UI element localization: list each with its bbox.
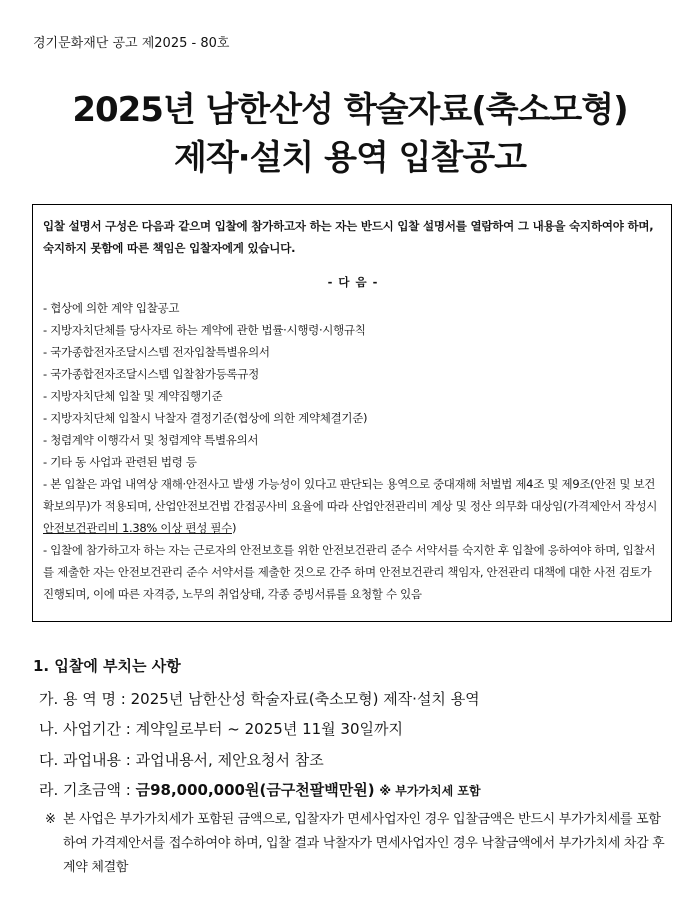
safety-required-budget: 안전보건관리비 1.38% 이상 편성 필수 [43, 521, 232, 535]
reference-mark-icon: ※ [45, 812, 56, 827]
list-item: - 국가종합전자조달시스템 전자입찰특별유의서 [43, 345, 270, 359]
service-name-label: 가. 용 역 명 : [39, 690, 126, 708]
section-heading: 1. 입찰에 부치는 사항 [33, 657, 181, 675]
list-item-safety-pledge: - 입찰에 참가하고자 하는 자는 근로자의 안전보호를 위한 안전보건관리 준수 서약서를 숙지한 후 입찰에 응하여야 하며, 입찰서를 제출한 자는 안전보건관리 준수 서약서를 제출한 것으로 간주 하며 안전보건관리 책임자, 안전관리 대책에 대한 사전 검토가 진행되며, 이에 따른 자격증, 노무의 취업상태, 각종 증빙서류를 요청할 수 있음 [43, 543, 656, 601]
list-item: - 지방자치단체 입찰 및 계약집행기준 [43, 389, 223, 403]
list-item-safety [43, 473, 663, 539]
page-subtitle: 제작·설치 용역 입찰공고 [173, 138, 527, 178]
price-value: 금98,000,000원(금구천팔백만원) [135, 781, 375, 799]
list-item: - 청렴계약 이행각서 및 청렴계약 특별유의서 [43, 433, 259, 447]
list-item: - 협상에 의한 계약 입찰공고 [43, 301, 180, 315]
service-name-value: 2025년 남한산성 학술자료(축소모형) 제작·설치 용역 [130, 690, 480, 708]
price-row [39, 779, 481, 800]
notice-box [32, 204, 672, 622]
list-item: - 기타 동 사업과 관련된 법령 등 [43, 455, 197, 469]
period-value: 계약일로부터 ~ 2025년 11월 30일까지 [135, 720, 403, 738]
period-label: 나. 사업기간 : [39, 720, 131, 738]
content-row [39, 749, 324, 770]
period-row [39, 718, 403, 739]
service-name-row [39, 688, 480, 709]
notice-list [43, 297, 663, 605]
notice-number: 경기문화재단 공고 제2025 - 80호 [33, 36, 230, 51]
page-title: 2025년 남한산성 학술자료(축소모형) [72, 90, 628, 130]
content-label: 다. 과업내용 : [39, 751, 131, 769]
vat-note [45, 808, 665, 880]
content-value: 과업내용서, 제안요청서 참조 [135, 751, 324, 769]
safety-text-end: ) [231, 521, 237, 535]
vat-note-text: 본 사업은 부가가치세가 포함된 금액으로, 입찰자가 면세사업자인 경우 입찰금액은 반드시 부가가치세를 포함하여 가격제안서를 접수하여야 하며, 입찰 결과 낙찰자가 면세사업자인 경우 낙찰금액에서 부가가치세 차감 후 계약 체결함 [63, 812, 665, 875]
price-vat-note: ※ 부가가치세 포함 [379, 784, 481, 798]
price-label: 라. 기초금액 : [39, 781, 131, 799]
safety-text: - 본 입찰은 과업 내역상 재해·안전사고 발생 가능성이 있다고 판단되는 용역으로 중대재해 처벌법 제4조 및 제9조(안전 및 보건확보의무)가 적용되며, 산업안전보건법 간접공사비 요율에 따라 산업안전관리비 계상 및 정산 의무화 대상임(가격제안서 작성시 [43, 477, 658, 513]
notice-heading: - 다 음 - [327, 275, 379, 289]
notice-intro: 입찰 설명서 구성은 다음과 같으며 입찰에 참가하고자 하는 자는 반드시 입찰 설명서를 열람하여 그 내용을 숙지하여야 하며, 숙지하지 못함에 따른 책임은 입찰자에게 있습니다. [43, 219, 654, 255]
list-item: - 국가종합전자조달시스템 입찰참가등록규정 [43, 367, 259, 381]
list-item: - 지방자치단체를 당사자로 하는 계약에 관한 법률·시행령·시행규칙 [43, 323, 366, 337]
list-item: - 지방자치단체 입찰시 낙찰자 결정기준(협상에 의한 계약체결기준) [43, 411, 368, 425]
